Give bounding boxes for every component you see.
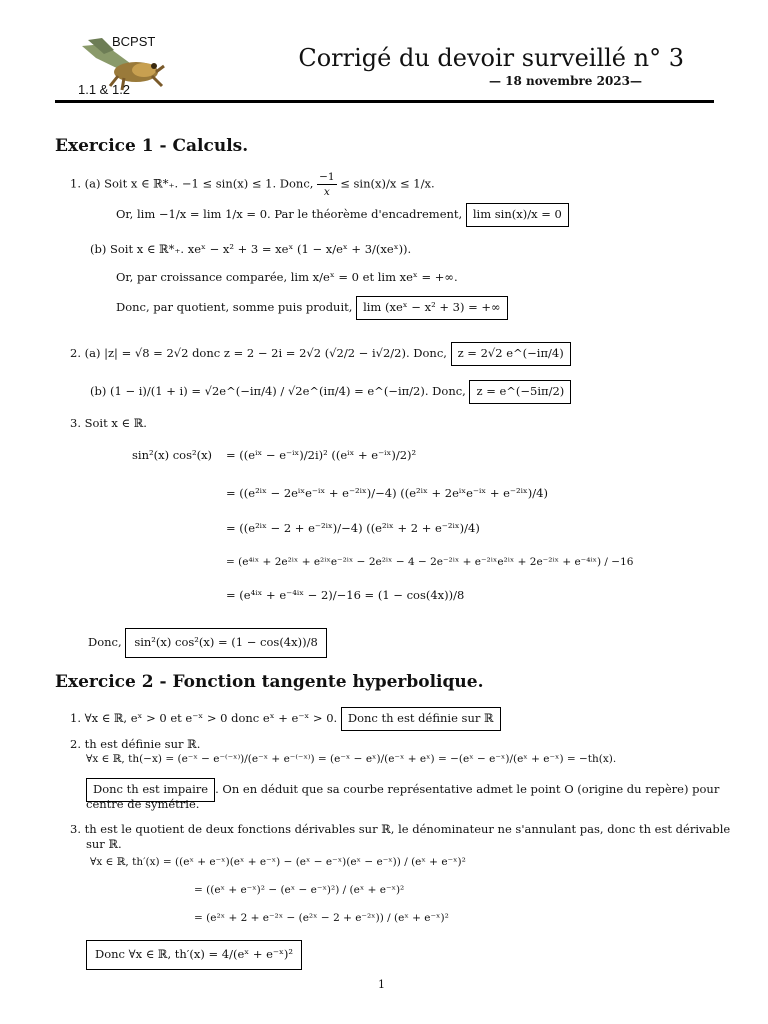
logo [68, 30, 178, 100]
ex1-q3-intro: 3. Soit x ∈ ℝ. [70, 416, 147, 430]
ex1-q3-step2: = ((e²ⁱˣ − 2eⁱˣe⁻ⁱˣ + e⁻²ⁱˣ)/−4) ((e²ⁱˣ + 2eⁱˣe⁻ⁱˣ + e⁻²ⁱˣ)/4) [226, 486, 548, 500]
result-box: Donc ∀x ∈ ℝ, th′(x) = 4/(eˣ + e⁻ˣ)² [86, 940, 302, 970]
logo-text-bottom: 1.1 & 1.2 [78, 82, 131, 97]
ex1-q1a-line1: 1. (a) Soit x ∈ ℝ*₊. −1 ≤ sin(x) ≤ 1. Donc, $\frac{-1}{x}$ ≤ sin(x)/x ≤ 1/x. [70, 171, 435, 199]
ex1-q3-step5: = (e⁴ⁱˣ + e⁻⁴ⁱˣ − 2)/−16 = (1 − cos(4x))/8 [226, 588, 465, 602]
ex1-q1a-line2: Or, lim −1/x = lim 1/x = 0. Par le théorème d'encadrement, lim sin(x)/x = 0 [116, 203, 569, 227]
result-box: Donc th est impaire [86, 778, 215, 802]
ex2-q3-conclusion [86, 940, 302, 970]
ex1-q1b-line2: Or, par croissance comparée, lim x/eˣ = 0 et lim xeˣ = +∞. [116, 270, 458, 284]
page-number: 1 [378, 978, 385, 991]
ex2-q2-line3: Donc th est impaire . On en déduit que sa courbe représentative admet le point O (origine du repère) pour [86, 778, 719, 802]
result-box: Donc th est définie sur ℝ [341, 707, 501, 731]
ex2-q3-line1: 3. th est le quotient de deux fonctions dérivables sur ℝ, le dénominateur ne s'annulant pas, donc th est dérivable [70, 822, 731, 836]
ex1-q1b-line1: (b) Soit x ∈ ℝ*₊. xeˣ − x² + 3 = xeˣ (1 − x/eˣ + 3/(xeˣ)). [90, 242, 412, 256]
ex1-q2b: (b) (1 − i)/(1 + i) = √2e^(−iπ/4) / √2e^(iπ/4) = e^(−iπ/2). Donc, z = e^(−5iπ/2) [90, 380, 571, 404]
exercise-1-heading: Exercice 1 - Calculs. [55, 136, 249, 156]
ex1-q2a: 2. (a) |z| = √8 = 2√2 donc z = 2 − 2i = 2√2 (√2/2 − i√2/2). Donc, z = 2√2 e^(−iπ/4) [70, 342, 571, 366]
result-box: sin²(x) cos²(x) = (1 − cos(4x))/8 [125, 628, 326, 658]
result-box: z = e^(−5iπ/2) [469, 380, 571, 404]
ex2-q1: 1. ∀x ∈ ℝ, eˣ > 0 et e⁻ˣ > 0 donc eˣ + e⁻ˣ > 0. Donc th est définie sur ℝ [70, 707, 501, 731]
result-box: lim (xeˣ − x² + 3) = +∞ [356, 296, 508, 320]
ex2-q2-line1: 2. th est définie sur ℝ. [70, 737, 201, 751]
ex2-q2-line2: ∀x ∈ ℝ, th(−x) = (e⁻ˣ − e⁻⁽⁻ˣ⁾)/(e⁻ˣ + e⁻⁽⁻ˣ⁾) = (e⁻ˣ − eˣ)/(e⁻ˣ + eˣ) = −(eˣ − e⁻ˣ)/(eˣ + e⁻ˣ) = −th(x). [86, 753, 617, 765]
ex1-q3-conclusion: Donc, sin²(x) cos²(x) = (1 − cos(4x))/8 [88, 628, 327, 658]
result-box: z = 2√2 e^(−iπ/4) [451, 342, 571, 366]
ex2-q3-step1: ∀x ∈ ℝ, th′(x) = ((eˣ + e⁻ˣ)(eˣ + e⁻ˣ) − (eˣ − e⁻ˣ)(eˣ − e⁻ˣ)) / (eˣ + e⁻ˣ)² [90, 856, 466, 868]
ex2-q2-line4: centre de symétrie. [86, 797, 200, 811]
result-box: lim sin(x)/x = 0 [466, 203, 569, 227]
page-date: — 18 novembre 2023— [488, 74, 642, 88]
ex1-q3-lhs: sin²(x) cos²(x) [132, 448, 213, 462]
exercise-2-heading: Exercice 2 - Fonction tangente hyperbolique. [55, 672, 484, 692]
ex2-q3-step2: = ((eˣ + e⁻ˣ)² − (eˣ − e⁻ˣ)²) / (eˣ + e⁻ˣ)² [194, 884, 405, 896]
page-title: Corrigé du devoir surveillé n° 3 [298, 44, 684, 72]
header-rule [55, 100, 714, 103]
ex2-q3-line2: sur ℝ. [86, 837, 122, 851]
ex1-q1b-line3: Donc, par quotient, somme puis produit, lim (xeˣ − x² + 3) = +∞ [116, 296, 508, 320]
ex1-q3-step1: = ((eⁱˣ − e⁻ⁱˣ)/2i)² ((eⁱˣ + e⁻ⁱˣ)/2)² [226, 448, 417, 462]
ex2-q3-step3: = (e²ˣ + 2 + e⁻²ˣ − (e²ˣ − 2 + e⁻²ˣ)) / (eˣ + e⁻ˣ)² [194, 912, 449, 924]
ex1-q3-step4: = (e⁴ⁱˣ + 2e²ⁱˣ + e²ⁱˣe⁻²ⁱˣ − 2e²ⁱˣ − 4 − 2e⁻²ⁱˣ + e⁻²ⁱˣe²ⁱˣ + 2e⁻²ⁱˣ + e⁻⁴ⁱˣ) / −16 [226, 556, 634, 568]
logo-text-top: BCPST [112, 34, 156, 49]
ex1-q3-step3: = ((e²ⁱˣ − 2 + e⁻²ⁱˣ)/−4) ((e²ⁱˣ + 2 + e⁻²ⁱˣ)/4) [226, 521, 480, 535]
